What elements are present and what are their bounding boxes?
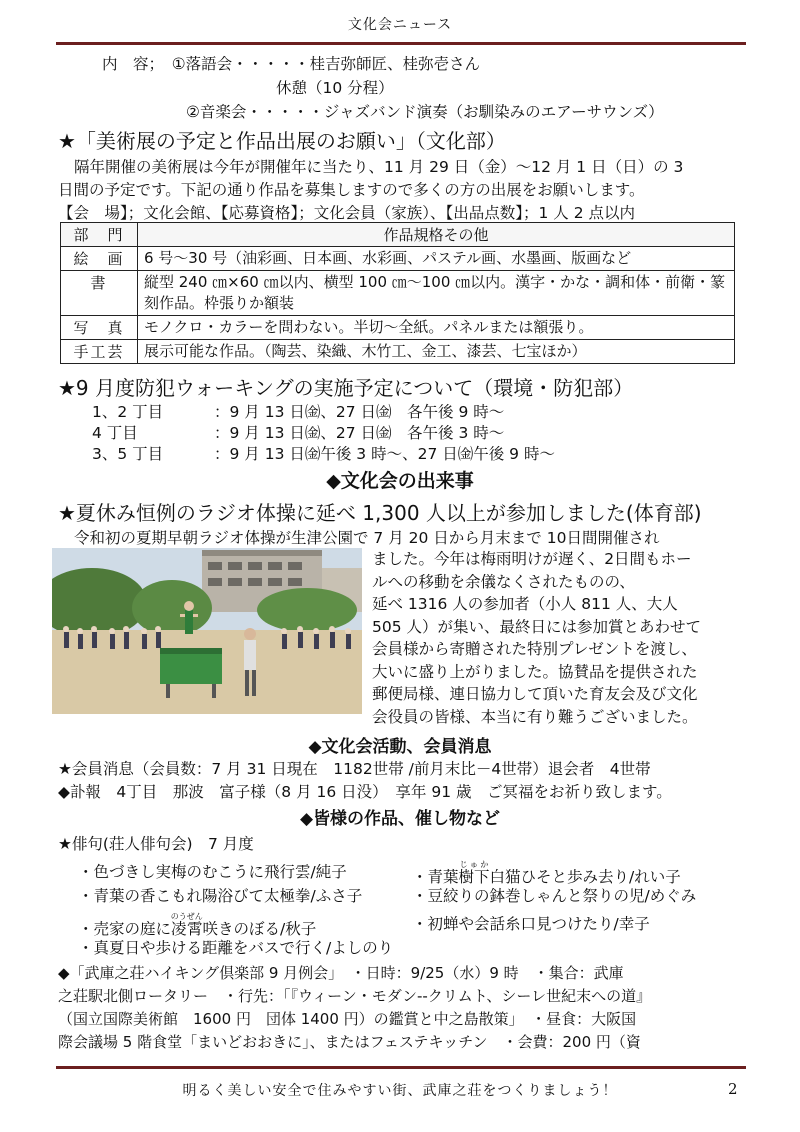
ruby-base: 凌霄 xyxy=(170,920,203,938)
table-cell-spec: モノクロ・カラーを問わない。半切～全紙。パネルまたは額張り。 xyxy=(138,316,735,340)
table-header-dept: 部 門 xyxy=(61,223,138,247)
haiku-right-prefix: ・青葉 xyxy=(412,868,459,886)
body-line: 延べ 1316 人の参加者（小人 811 人、大人 xyxy=(372,595,678,613)
art-exhibition-body-3: 【会 場】；文化会館、【応募資格】；文化会員（家族）、【出品点数】；1 人 2 点以内 xyxy=(58,204,636,222)
haiku-left-tail: 咲きのぼる/秋子 xyxy=(202,920,317,938)
table-cell-dept: 写 真 xyxy=(61,316,138,340)
table-cell-dept: 書 xyxy=(61,271,138,316)
members-count-line: ★会員消息（会員数：7 月 31 日現在 1182世帯 /前月末比－4世帯）退会者 4世帯 xyxy=(58,760,651,778)
members-heading: ◆文化会活動、会員消息 xyxy=(308,737,492,757)
radio-exercise-heading: ★夏休み恒例のラジオ体操に延べ 1,300 人以上が参加しました(体育部) xyxy=(58,501,702,525)
hiking-line: 際会議場 5 階食堂「まいどおおきに」、またはフェステキッチン ・会費：200 円（資 xyxy=(58,1033,641,1051)
art-exhibition-heading: ★「美術展の予定と作品出展のお願い」（文化部） xyxy=(58,129,506,153)
patrol-schedule-2: ：9 月 13 日㈮、27 日㈮ 各午後 3 時～ xyxy=(214,424,505,442)
program-line-1: 内 容； ①落語会・・・・・桂吉弥師匠、桂弥壱さん xyxy=(102,55,481,73)
haiku-title: ★俳句(荘人俳句会) 7 月度 xyxy=(58,835,254,853)
ruby-reading: じゅか xyxy=(458,860,490,869)
ruby-reading: のうぜん xyxy=(170,912,203,921)
hiking-line: （国立国際美術館 1600 円 団体 1400 円）の鑑賞と中之島散策」 ・昼食：大阪国 xyxy=(58,1010,637,1028)
haiku-left-3 xyxy=(78,912,316,939)
body-line: 郵便局様、連日協力して頂いた育友会及び文化 xyxy=(372,685,698,703)
table-row xyxy=(61,340,735,364)
newsletter-title: 文化会ニュース xyxy=(347,17,453,33)
radio-exercise-photo xyxy=(52,548,362,714)
works-heading: ◆皆様の作品、催し物など xyxy=(299,809,501,829)
radio-exercise-body xyxy=(372,548,701,728)
haiku-left-1: ・色づきし実梅のむこうに飛行雲/純子 xyxy=(78,863,347,881)
table-cell-dept: 手工芸 xyxy=(61,340,138,364)
art-exhibition-body-1: 隔年開催の美術展は今年が開催年に当たり、11 月 29 日（金）～12 月 1 日（日）の 3 xyxy=(74,158,684,176)
haiku-left-4: ・真夏日や歩ける距離をバスで行く/よしのり xyxy=(78,939,394,957)
body-line: ました。今年は梅雨明けが遅く、2日間もホー xyxy=(372,550,692,568)
photo-illustration xyxy=(52,548,362,714)
events-heading: ◆文化会の出来事 xyxy=(326,470,474,492)
body-line: 大いに盛り上がりました。協賛品を提供された xyxy=(372,662,698,681)
table-row xyxy=(61,271,735,316)
patrol-heading: ★9 月度防犯ウォーキングの実施予定について（環境・防犯部） xyxy=(58,376,634,400)
obituary-line: ◆訃報 4丁目 那波 富子様（8 月 16 日没） 享年 91 歳 ご冥福をお祈り致します。 xyxy=(58,783,672,801)
patrol-schedule-3: ：9 月 13 日㈮午後 3 時～、27 日㈮午後 9 時～ xyxy=(214,445,555,463)
haiku-right-2: ・豆絞りの鉢巻しゃんと祭りの児/めぐみ xyxy=(412,887,697,905)
body-line: 会員様から寄贈された特別プレゼントを渡し、 xyxy=(372,640,697,658)
haiku-left-2: ・青葉の香こもれ陽浴びて太極拳/ふさ子 xyxy=(78,887,363,905)
body-line: 会役員の皆様、本当に有り難うございました。 xyxy=(372,707,698,726)
patrol-area-1: 1、2 丁目 xyxy=(92,403,164,421)
patrol-schedule-1: ：9 月 13 日㈮、27 日㈮ 各午後 9 時～ xyxy=(214,403,505,421)
page-number: 2 xyxy=(728,1080,738,1098)
table-cell-spec: 展示可能な作品。（陶芸、染織、木竹工、金工、漆芸、七宝ほか） xyxy=(138,340,735,364)
footer-slogan: 明るく美しい安全で住みやすい街、武庫之荘をつくりましょう！ xyxy=(182,1083,618,1099)
hiking-line: 之荘駅北側ロータリー ・行先：「『ウィーン・モダン--クリムト、シーレ世紀末への道』 xyxy=(58,987,652,1005)
haiku-right-3: ・初蝉や会話糸口見つけたり/幸子 xyxy=(412,915,650,933)
art-categories-table xyxy=(60,222,735,364)
table-cell-dept: 絵 画 xyxy=(61,247,138,271)
hiking-club-notice xyxy=(58,962,651,1054)
radio-exercise-lead: 令和初の夏期早朝ラジオ体操が生津公園で 7 月 20 日から月末まで 10日間開催され xyxy=(74,529,660,547)
haiku-right-tail: 白猫ひそと歩み去り/れい子 xyxy=(489,868,681,886)
haiku-right-1 xyxy=(412,860,681,887)
program-line-3: ②音楽会・・・・・ジャズバンド演奏（お馴染みのエアーサウンズ） xyxy=(186,103,664,121)
ruby-base: 樹下 xyxy=(458,868,490,886)
table-row xyxy=(61,247,735,271)
patrol-area-2: 4 丁目 xyxy=(92,424,138,442)
header-rule xyxy=(56,42,746,45)
table-cell-spec: 縦型 240 ㎝×60 ㎝以内、横型 100 ㎝～100 ㎝以内。漢字・かな・調和体・前衛・篆刻作品。枠張りか額装 xyxy=(138,271,735,316)
body-line: ルへの移動を余儀なくされたものの、 xyxy=(372,572,635,591)
patrol-area-3: 3、5 丁目 xyxy=(92,445,164,463)
haiku-left-prefix: ・売家の庭に xyxy=(78,920,172,938)
footer-rule xyxy=(56,1066,746,1069)
table-row xyxy=(61,316,735,340)
table-header-spec: 作品規格その他 xyxy=(138,223,735,247)
table-cell-spec: 6 号～30 号（油彩画、日本画、水彩画、パステル画、水墨画、版画など xyxy=(138,247,735,271)
program-line-2: 休憩（10 分程） xyxy=(276,79,394,97)
hiking-line: ◆「武庫之荘ハイキング倶楽部 9 月例会」 ・日時：9/25（水）9 時 ・集合：武庫 xyxy=(58,964,624,982)
table-header-row xyxy=(61,223,735,247)
art-exhibition-body-2: 日間の予定です。下記の通り作品を募集しますので多くの方の出展をお願いします。 xyxy=(58,181,645,199)
body-line: 505 人）が集い、最終日には参加賞とあわせて xyxy=(372,617,702,636)
